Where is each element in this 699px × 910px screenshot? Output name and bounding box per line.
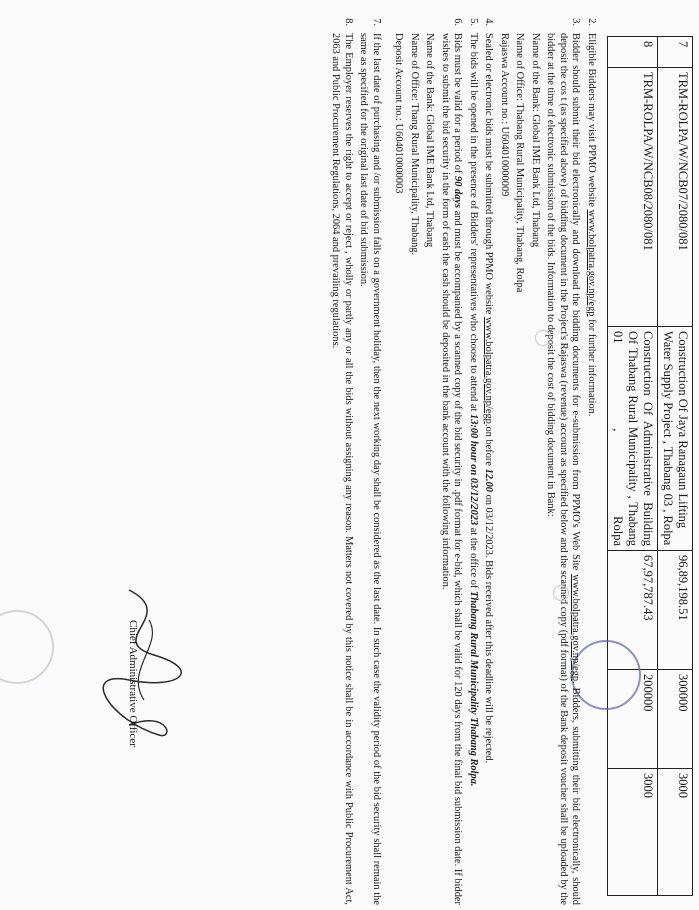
ppmo-link[interactable]: www.bolpatra.gov.np/egp — [586, 209, 597, 317]
document-fee-cell: 3000 — [658, 769, 693, 896]
revenue-account-line: Rajaswa Account no.: U604010000009 — [499, 33, 510, 197]
handwritten-signature — [89, 560, 199, 780]
table-row — [608, 37, 658, 896]
work-description-cell: Construction Of Jaya Ranagaun Lifting Water Supply Project , Thabang 03 , Rolpa — [658, 327, 693, 551]
bank-name-line: Name of the Bank: Global IME Bank Ltd, Thabang — [530, 33, 541, 248]
officer-title: Chief Administrative Officer — [127, 620, 139, 747]
bid-security-cell: 200000 — [608, 670, 658, 769]
office-stamp — [0, 610, 54, 684]
condition-3: 3. Bidder should submit their bid electronically and download the bidding documents for e-submission from PPMO's Web Site www.bolpatra.gov.np/egp. Bidders, submitting their bid electronically, should deposit the cos t (as specified above) of bidding document in the Project's Rajaswa (revenue) account as specified below and the scanned copy (pdf format) of the Bank deposit voucher shall be uploaded by the bidder at the time of electronic submission of the bids. Information to deposit the cost of bidding document in Bank: — [545, 18, 582, 905]
work-description-cell: Construction Of Administrative Building Of Thabang Rural Municipality , Thabang 01 , Rolpa — [608, 327, 658, 551]
bid-security-cell: 300000 — [658, 670, 693, 769]
serial-number-cell: 8 — [608, 37, 658, 68]
serial-number-cell: 7 — [658, 37, 693, 68]
punch-hole — [553, 585, 569, 601]
office-name-line: Name of Office: Thabang Rural Municipality, Thabang, Rolpa — [514, 33, 526, 293]
deposit-account-line: Deposit Account no.: U604010000003 — [393, 33, 405, 194]
ppmo-link[interactable]: www.bolpatra.gov.np/egp — [483, 316, 495, 424]
punch-hole — [535, 330, 551, 346]
condition-2: 2. Eligible Bidders may visit PPMO website www.bolpatra.gov.np/egp for further information. — [586, 18, 597, 417]
cost-estimate-cell: 67,97,787.43 — [608, 551, 658, 670]
notice-conditions — [326, 0, 597, 905]
bank-name-line: Name of the Bank: Global IME Bank Ltd, Thabang — [424, 33, 436, 248]
ppmo-link[interactable]: www.bolpatra.gov.np/egp — [570, 574, 582, 682]
cost-estimate-cell: 96,89,198.51 — [658, 551, 693, 670]
document-fee-cell: 3000 — [608, 769, 658, 896]
tender-table — [607, 36, 693, 896]
condition-7: 7. If the last date of purchasing and /or submission falls on a government holiday, then the next working day shall be considered as the last date. In such case the validity period of the bid security shall remain the same as specified for the original last date of bid submission. — [358, 18, 382, 905]
table-row — [658, 37, 693, 896]
condition-5: 5. The bids will be opened in the presence of Bidders' representatives who choose to attend at 13:00 hour on 03/12/2023 at the office of Thabang Rural Municipality Thabang Rolpa. — [468, 18, 479, 787]
contract-identification-cell: TRM-ROLPA/W/NCB08/2080/081 — [608, 68, 658, 327]
condition-4: 4. Sealed or electronic bids must be submitted through PPMO website www.bolpatra.gov.np/egp.on before 12.00 on 03/12/2023. Bids received after this deadline will be rejected. — [483, 18, 495, 764]
contract-identification-cell: TRM-ROLPA/W/NCB07/2080/081 — [658, 68, 693, 327]
condition-8: 8. The Employer reserves the right to accept or reject , wholly or partly any or all the bids without assigning any reason. Matters not covered by this notice shall be in accordance with Public Procurement Act, 2063 and Public Procurement Regulations, 2064 and prevailing regulations. — [330, 18, 354, 905]
office-name-line: Name of Office: Thang Rural Municipality, Thabang. — [409, 33, 420, 256]
condition-6: 6. Bids must be valid for a period of 90 days and must be accompanied by a scanned copy of the bid security in .pdf format for e-bid, which shall be valid for 120 days from the final bid submission date. If bidder wishes to submit the bid security in the form of cash the cash should be deposited in the bank account with the following information. — [440, 18, 464, 905]
